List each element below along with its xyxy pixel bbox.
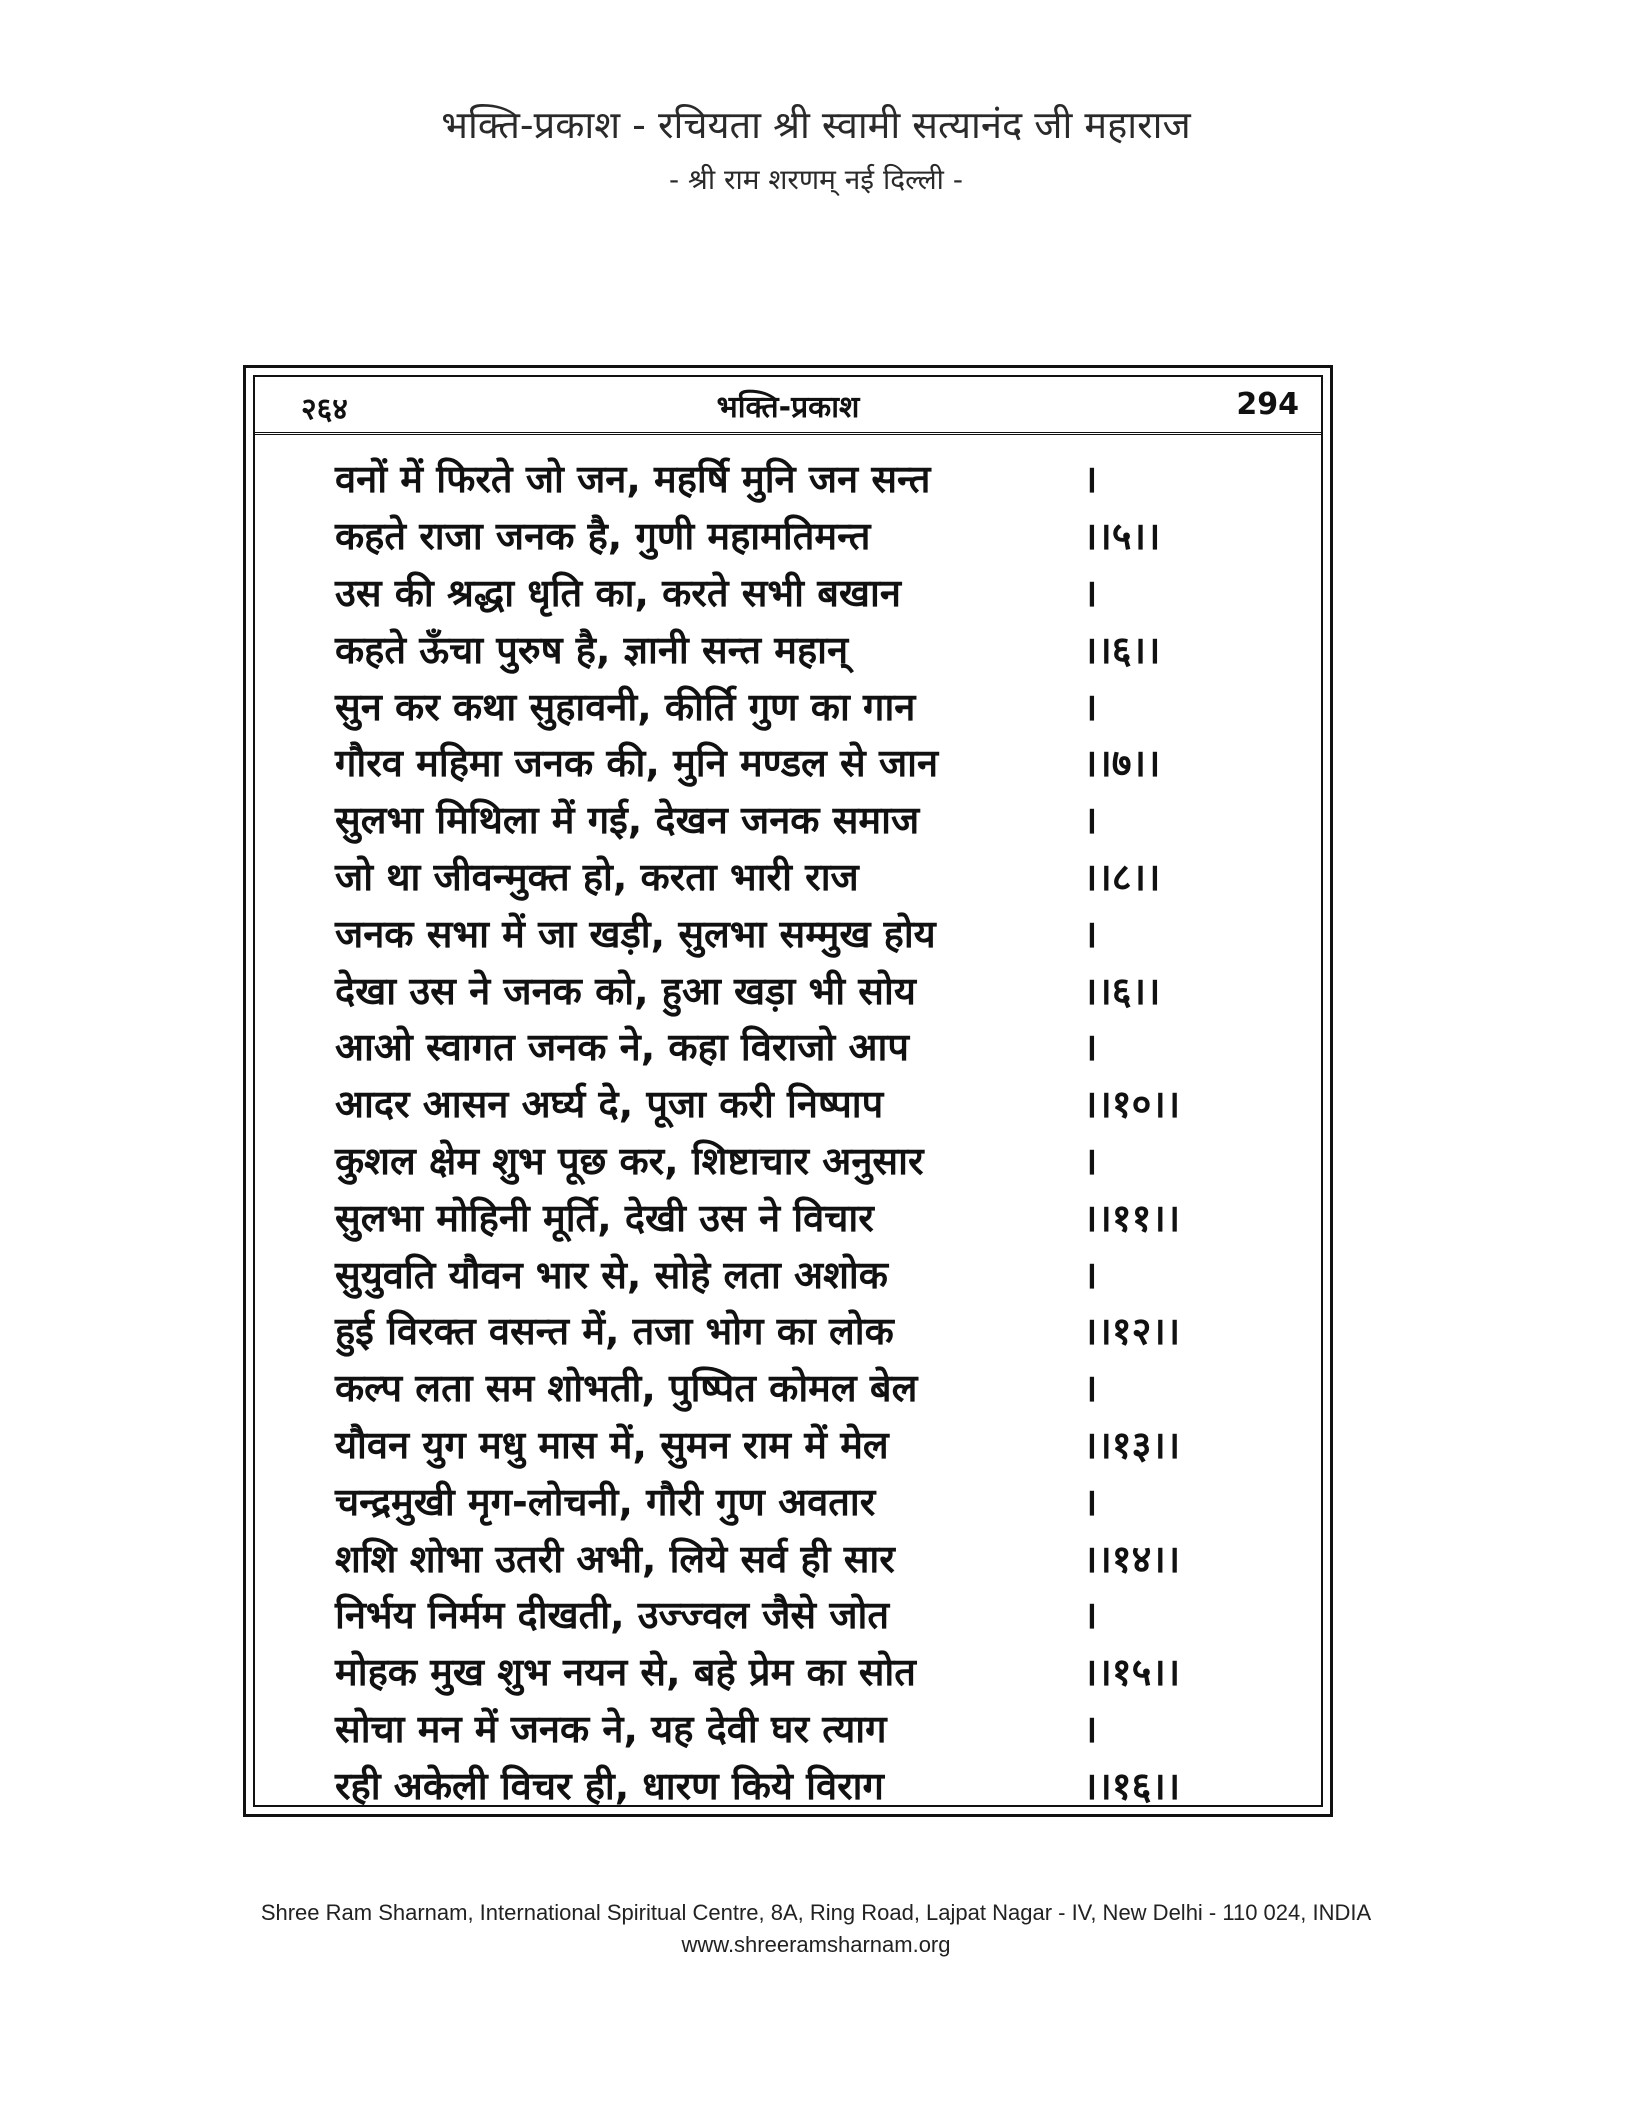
page-number: 294 (1236, 387, 1299, 422)
verse-mark: ।।१६।। (1083, 1763, 1181, 1808)
verse-line (335, 1586, 1235, 1643)
verse-mark: ।।१५।। (1083, 1650, 1181, 1695)
verse-line (335, 1359, 1235, 1416)
verse-mark: ।।६।। (1083, 627, 1161, 672)
verse-mark: । (1083, 1593, 1098, 1638)
verse-line (335, 620, 1235, 677)
verse-line (335, 1643, 1235, 1700)
verse-line (335, 1756, 1235, 1813)
verse-mark: ।।१३।। (1083, 1422, 1181, 1467)
footer-address: Shree Ram Sharnam, International Spiritual Centre, 8A, Ring Road, Lajpat Nagar - IV, New Delhi - 110 024, INDIA (260, 1900, 1372, 1925)
verse-line (335, 507, 1235, 564)
verse-text: कहते ऊँचा पुरुष है, ज्ञानी सन्त महान् (335, 627, 849, 672)
verse-text: सुन कर कथा सुहावनी, कीर्ति गुण का गान (335, 684, 916, 729)
verse-text: कुशल क्षेम शुभ पूछ कर, शिष्टाचार अनुसार (335, 1138, 924, 1183)
verse-line (335, 1302, 1235, 1359)
verse-line (335, 1416, 1235, 1473)
verse-mark: । (1083, 570, 1098, 615)
verse-mark: । (1083, 1025, 1098, 1070)
verse-mark: ।।५।। (1083, 514, 1161, 559)
verse-text: सुयुवति यौवन भार से, सोहे लता अशोक (335, 1252, 888, 1297)
verse-text: सुलभा मोहिनी मूर्ति, देखी उस ने विचार (335, 1195, 874, 1240)
verse-text: कल्प लता सम शोभती, पुष्पित कोमल बेल (335, 1366, 918, 1411)
verse-mark: । (1083, 1706, 1098, 1751)
verse-text: सुलभा मिथिला में गई, देखन जनक समाज (335, 798, 920, 843)
verse-line (335, 791, 1235, 848)
verse-line (335, 1472, 1235, 1529)
verse-text: शशि शोभा उतरी अभी, लिये सर्व ही सार (335, 1536, 895, 1581)
verse-mark: ।।११।। (1083, 1195, 1181, 1240)
verse-line (335, 904, 1235, 961)
verse-line (335, 734, 1235, 791)
verse-mark: । (1083, 798, 1098, 843)
verse-text: रही अकेली विचर ही, धारण किये विराग (335, 1763, 884, 1808)
verse-text: जनक सभा में जा खड़ी, सुलभा सम्मुख होय (335, 911, 936, 956)
verse-list (335, 450, 1235, 1813)
document-title: भक्ति-प्रकाश - रचियता श्री स्वामी सत्यानंद जी महाराज (441, 103, 1191, 147)
page-number-devanagari: २६४ (301, 392, 348, 427)
verse-mark: । (1083, 1366, 1098, 1411)
book-page-header (253, 375, 1323, 435)
verse-text: सोचा मन में जनक ने, यह देवी घर त्याग (335, 1706, 887, 1751)
verse-text: चन्द्रमुखी मृग-लोचनी, गौरी गुण अवतार (335, 1479, 876, 1524)
verse-text: उस की श्रद्धा धृति का, करते सभी बखान (335, 570, 901, 615)
verse-line (335, 677, 1235, 734)
verse-line (335, 848, 1235, 905)
running-title: भक्ति-प्रकाश (716, 390, 860, 425)
verse-line (335, 1075, 1235, 1132)
verse-line (335, 1132, 1235, 1189)
verse-line (335, 961, 1235, 1018)
verse-mark: ।।६।। (1083, 968, 1161, 1013)
verse-line (335, 564, 1235, 621)
verse-line (335, 1529, 1235, 1586)
verse-text: यौवन युग मधु मास में, सुमन राम में मेल (335, 1422, 889, 1467)
verse-mark: ।।१२।। (1083, 1309, 1181, 1354)
verse-mark: । (1083, 457, 1098, 502)
verse-text: वनों में फिरते जो जन, महर्षि मुनि जन सन्त (335, 457, 931, 502)
verse-text: हुई विरक्त वसन्त में, तजा भोग का लोक (335, 1309, 894, 1354)
verse-text: निर्भय निर्मम दीखती, उज्ज्वल जैसे जोत (335, 1593, 890, 1638)
verse-mark: । (1083, 1138, 1098, 1183)
verse-text: गौरव महिमा जनक की, मुनि मण्डल से जान (335, 741, 939, 786)
verse-line (335, 1018, 1235, 1075)
verse-text: जो था जीवन्मुक्त हो, करता भारी राज (335, 854, 859, 899)
verse-mark: । (1083, 1479, 1098, 1524)
verse-mark: ।।१०।। (1083, 1082, 1181, 1127)
verse-line (335, 1700, 1235, 1757)
verse-text: देखा उस ने जनक को, हुआ खड़ा भी सोय (335, 968, 916, 1013)
verse-text: आदर आसन अर्घ्य दे, पूजा करी निष्पाप (335, 1082, 884, 1127)
verse-line (335, 1245, 1235, 1302)
verse-line (335, 1188, 1235, 1245)
verse-mark: । (1083, 1252, 1098, 1297)
verse-text: मोहक मुख शुभ नयन से, बहे प्रेम का सोत (335, 1650, 916, 1695)
verse-line (335, 450, 1235, 507)
footer-website-link[interactable]: www.shreeramsharnam.org (681, 1932, 951, 1957)
verse-mark: ।।८।। (1083, 854, 1161, 899)
verse-text: आओ स्वागत जनक ने, कहा विराजो आप (335, 1025, 909, 1070)
verse-mark: । (1083, 911, 1098, 956)
document-subtitle: - श्री राम शरणम् नई दिल्ली - (669, 163, 963, 196)
verse-mark: । (1083, 684, 1098, 729)
verse-mark: ।।१४।। (1083, 1536, 1181, 1581)
verse-text: कहते राजा जनक है, गुणी महामतिमन्त (335, 514, 871, 559)
verse-mark: ।।७।। (1083, 741, 1161, 786)
